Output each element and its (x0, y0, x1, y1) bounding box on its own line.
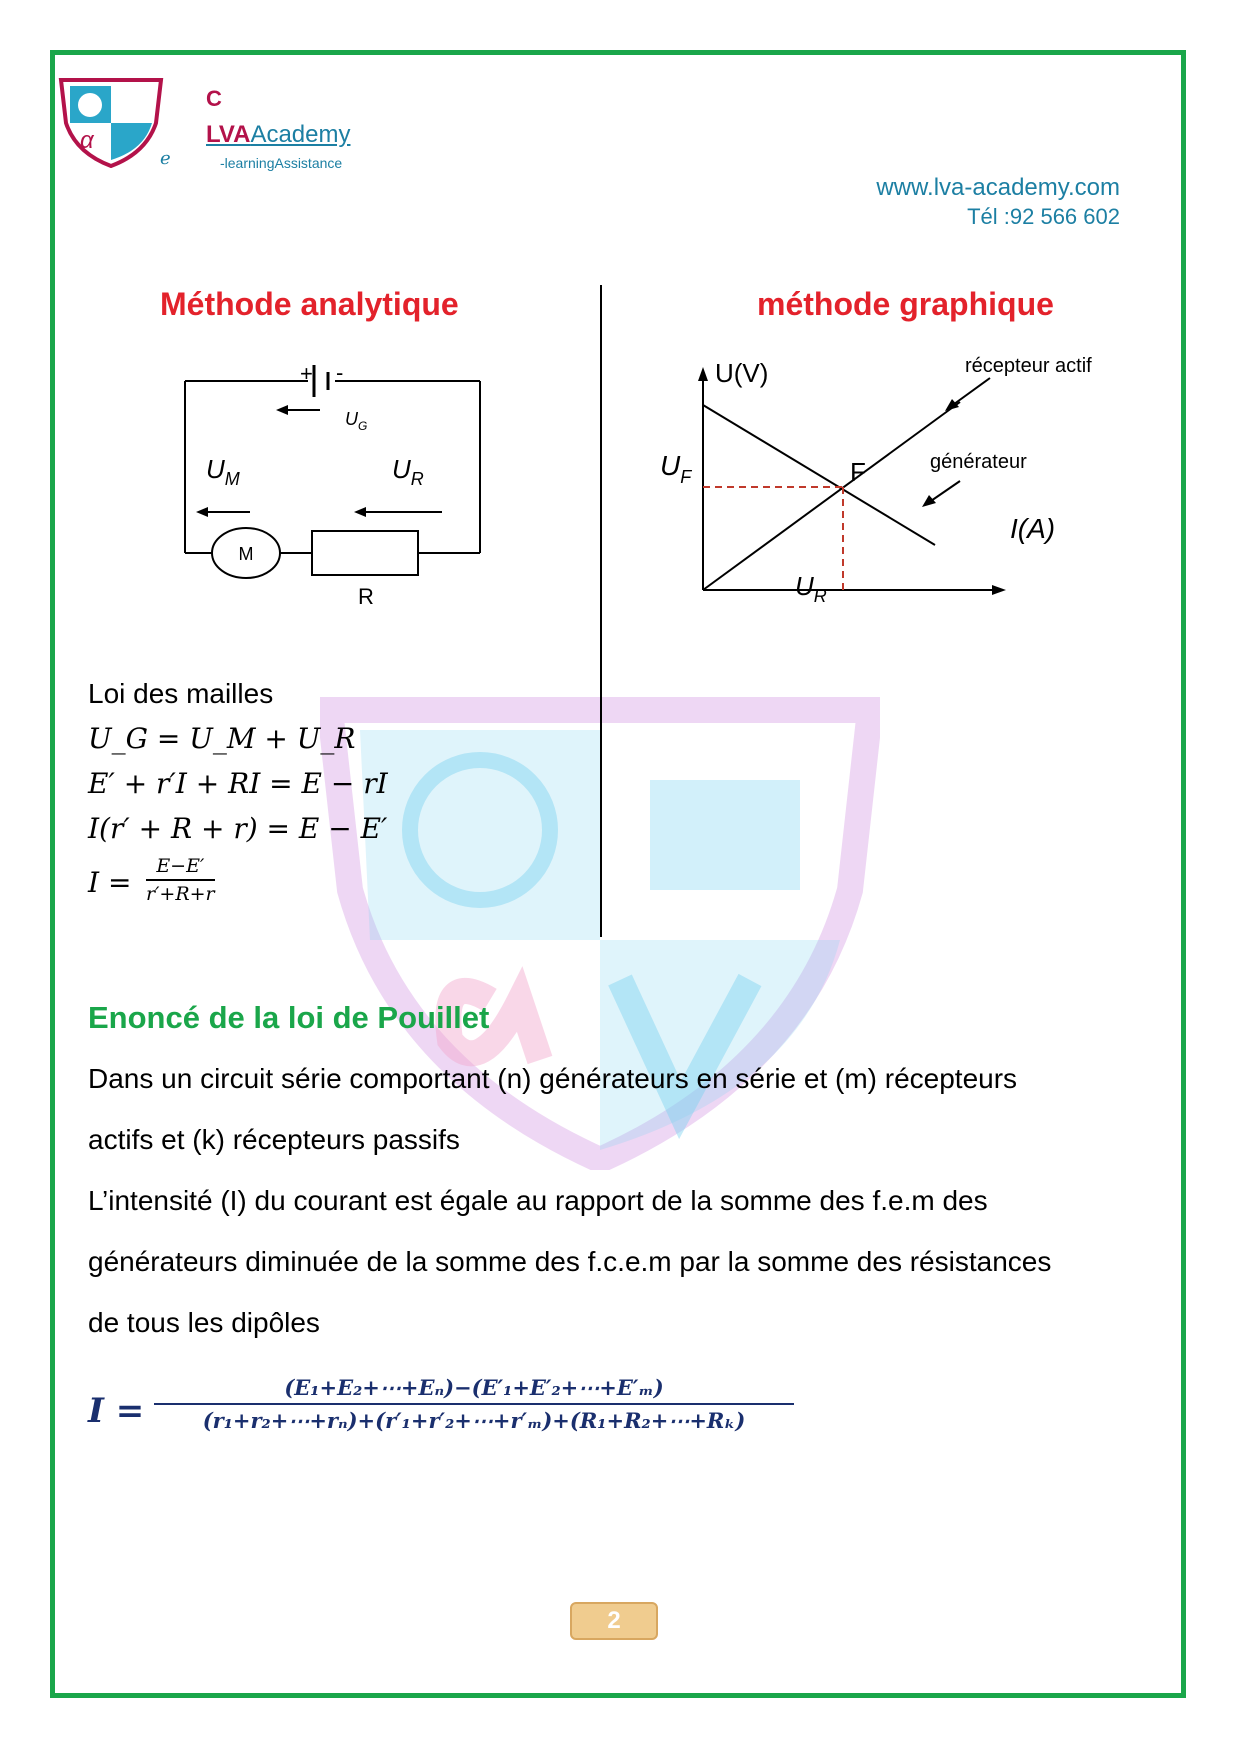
label-um: $U_M$ (206, 454, 240, 489)
logo-e: e (160, 148, 171, 169)
battery-plus: + (300, 361, 313, 386)
label-ur: $U_R$ (392, 454, 424, 489)
label-ug: $U_G$ (345, 409, 368, 433)
law-title: Loi des mailles (88, 678, 274, 709)
resistor-label: R (358, 584, 374, 609)
arrow-um (196, 507, 250, 517)
section-title-pouillet: Enoncé de la loi de Pouillet (88, 1000, 490, 1035)
formula-numerator: (E₁+E₂+⋯+Eₙ)−(E′₁+E′₂+⋯+E′ₘ) (154, 1375, 794, 1405)
y-axis-arrow (698, 367, 708, 381)
logo-text (206, 121, 350, 149)
formula-fraction (154, 1375, 794, 1433)
intersection-point-f: F (850, 457, 866, 487)
phone-number: Tél :92 566 602 (967, 204, 1120, 229)
arrow-recepteur (945, 378, 990, 411)
label-generateur: générateur (930, 451, 1027, 473)
equation-ug: U_G = U_M + U_R (88, 722, 356, 755)
fraction-numerator: E−E′ (146, 855, 215, 881)
generator-line (703, 405, 935, 545)
svg-text:α: α (80, 127, 94, 154)
arrow-ur (354, 507, 442, 517)
logo-academy: Academy (250, 121, 351, 148)
equation-current-lhs: I = (88, 866, 132, 899)
equation-current-fraction (146, 855, 215, 905)
resistor-symbol (312, 531, 418, 575)
graph (650, 345, 1140, 620)
logo-subtitle: -learningAssistance (220, 155, 343, 171)
equation-factored: I(r′ + R + r) = E − E′ (88, 812, 388, 845)
x-axis-label: I(A) (1010, 513, 1056, 544)
arrow-generateur (922, 481, 960, 507)
label-ur-axis: $U_R$ (795, 571, 827, 606)
column-divider (600, 285, 602, 937)
equation-expanded: E′ + r′I + RI = E − rI (88, 767, 388, 800)
battery-minus: - (336, 360, 344, 385)
paragraph-line: générateurs diminuée de la somme des f.c.e.m par la somme des résistances (88, 1246, 1052, 1277)
circuit-diagram (180, 350, 500, 615)
page-number: 2 (570, 1602, 658, 1640)
y-axis-label: U(V) (715, 358, 769, 388)
logo-lva: LVA (206, 121, 251, 148)
arrow-ug (276, 405, 320, 415)
label-recepteur-actif: récepteur actif (965, 355, 1092, 377)
academy-logo (58, 78, 164, 168)
x-axis-arrow (992, 585, 1006, 595)
title-analytical-method: Méthode analytique (160, 286, 459, 322)
receiver-line (703, 402, 960, 590)
paragraph-line: Dans un circuit série comportant (n) générateurs en série et (m) récepteurs (88, 1063, 1018, 1094)
motor-label: M (238, 544, 254, 564)
website-link[interactable]: www.lva-academy.com (876, 174, 1120, 201)
paragraph-line: de tous les dipôles (88, 1307, 320, 1338)
logo-letter: C (206, 86, 222, 111)
formula-denominator: (r₁+r₂+⋯+rₙ)+(r′₁+r′₂+⋯+r′ₘ)+(R₁+R₂+⋯+Rₖ) (202, 1408, 746, 1433)
paragraph-line: actifs et (k) récepteurs passifs (88, 1124, 460, 1155)
label-uf: $U_F$ (660, 450, 692, 487)
fraction-denominator: r′+R+r (146, 883, 215, 905)
formula-lhs: I = (88, 1391, 145, 1431)
title-graphical-method: méthode graphique (757, 286, 1054, 322)
paragraph-line: L’intensité (I) du courant est égale au rapport de la somme des f.e.m des (88, 1185, 988, 1216)
